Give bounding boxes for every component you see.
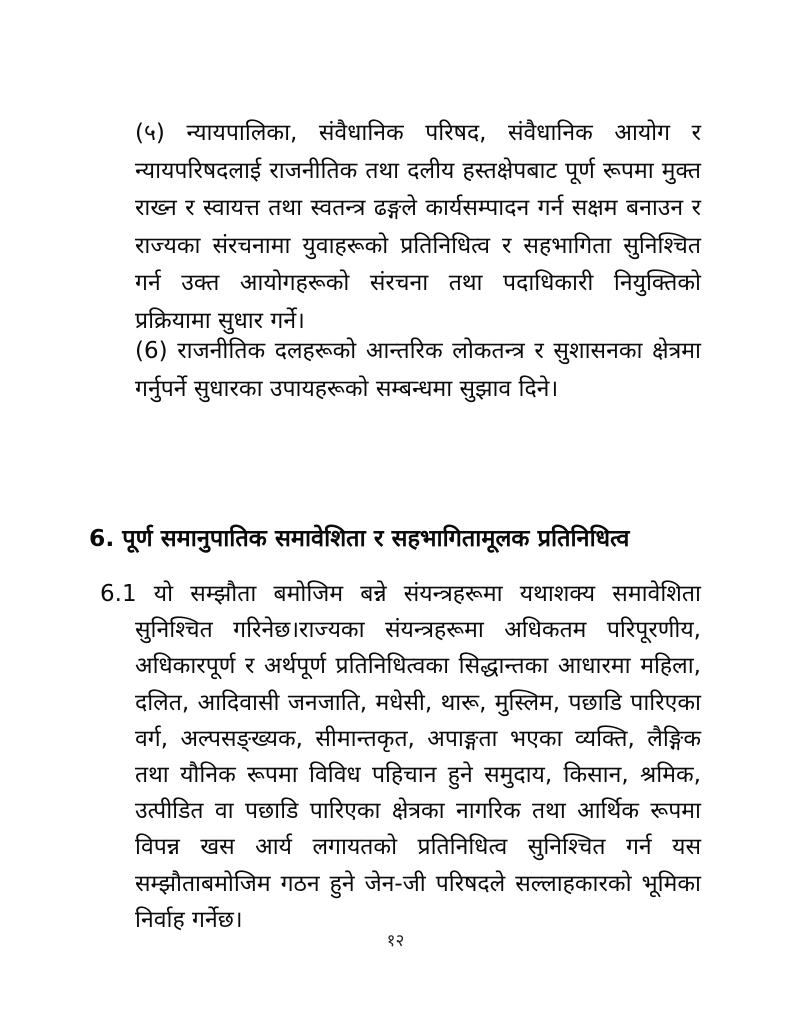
clause-5-text: न्यायपालिका, संवैधानिक परिषद, संवैधानिक आयोग र न्यायपरिषदलाई राजनीतिक तथा दलीय हस्तक्षेपबाट पूर्ण रूपमा मुक्त राख्न र स्वायत्त तथा स्वतन्त्र ढङ्गले कार्यसम्पादन गर्न सक्षम बनाउन र राज्यका संरचनामा युवाहरूको प्रतिनिधित्व र सहभागिता सुनिश्चित गर्न उक्त आयोगहरूको संरचना तथा पदाधिकारी नियुक्तिको प्रक्रियामा सुधार गर्ने। [135,120,701,334]
clause-6-text: राजनीतिक दलहरूको आन्तरिक लोकतन्त्र र सुशासनका क्षेत्रमा गर्नुपर्ने सुधारका उपायहरूको सम्बन्धमा सुझाव दिने। [135,338,702,402]
clause-5-paragraph [135,115,701,341]
section-6-heading-title: पूर्ण समानुपातिक समावेशिता र सहभागितामूलक प्रतिनिधित्व [122,523,630,552]
subsection-6-1-text: यो सम्झौता बमोजिम बन्ने संयन्त्रहरूमा यथाशक्य समावेशिता सुनिश्चित गरिनेछ।राज्यका संयन्त्रहरूमा अधिकतम परिपूरणीय, अधिकारपूर्ण र अर्थपूर्ण प्रतिनिधित्वका सिद्धान्तका आधारमा महिला, दलित, आदिवासी जनजाति, मधेसी, थारू, मुस्लिम, पछाडि पारिएका वर्ग, अल्पसङ्ख्यक, सीमान्तकृत, अपाङ्गता भएका व्यक्ति, लैङ्गिक तथा यौनिक रूपमा विविध पहिचान हुने समुदाय, किसान, श्रमिक, उत्पीडित वा पछाडि पारिएका क्षेत्रका नागरिक तथा आर्थिक रूपमा विपन्न खस आर्य लगायतको प्रतिनिधित्व सुनिश्चित गर्न यस सम्झौताबमोजिम गठन हुने जेन-जी परिषदले सल्लाहकारको भूमिका निर्वाह गर्नेछ। [135,581,701,933]
subsection-6-1-number: 6.1 [100,581,137,607]
section-6-heading-number: 6. [89,523,115,552]
subsection-6-1-paragraph [100,576,701,938]
page-number: १२ [386,931,405,951]
clause-6-paragraph [135,333,701,408]
clause-5-marker: (५) [135,120,165,146]
clause-6-marker: (6) [135,338,168,364]
section-6-heading [89,521,749,555]
